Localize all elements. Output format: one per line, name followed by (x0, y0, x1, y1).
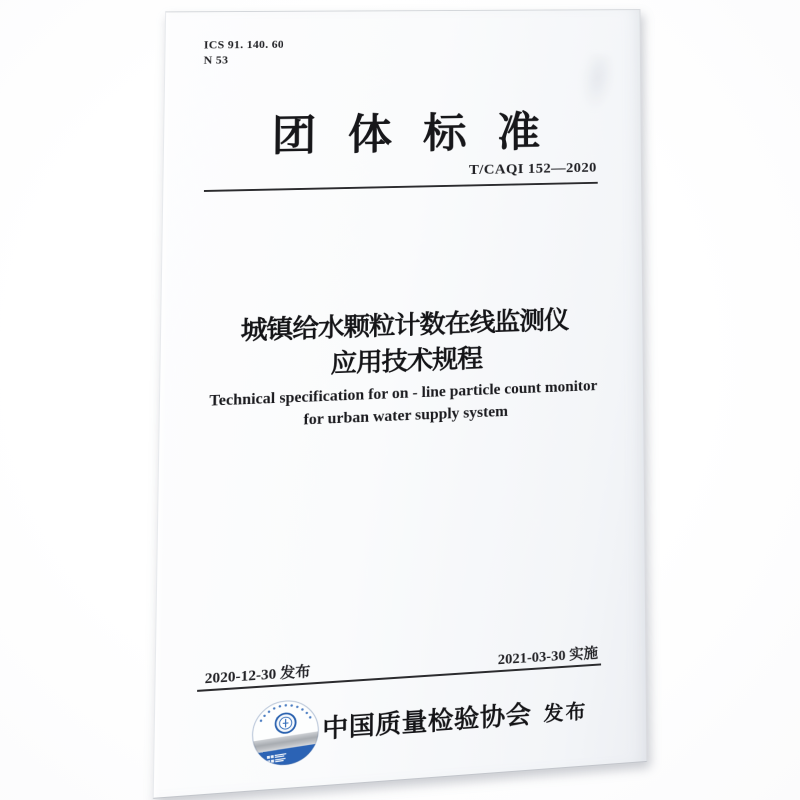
ics-classification (204, 37, 285, 68)
standard-cover (153, 9, 648, 799)
implement-date-value: 2021-03-30 (497, 648, 566, 669)
publisher-action-label: 发布 (543, 700, 588, 726)
publisher-name: 中国质量检验协会 (322, 701, 532, 744)
ics-code: ICS 91. 140. 60 (203, 39, 285, 52)
ics-class-code: N 53 (203, 54, 229, 67)
title-chinese-line1: 城镇给水颗粒计数在线监测仪 (240, 305, 569, 346)
issue-date-label: 发布 (280, 664, 311, 683)
standard-type-title: 团体标准 (271, 108, 571, 160)
implement-date-label: 实施 (569, 645, 599, 664)
issue-date-value: 2020-12-30 (204, 666, 277, 688)
publisher-line (322, 691, 587, 745)
publisher-seal-icon (251, 698, 319, 768)
standard-code: T/CAQI 152—2020 (468, 160, 597, 178)
title-english-line1: Technical specification for on - line particle count monitor (209, 377, 598, 410)
header-rule (204, 182, 598, 192)
title-chinese-line2: 应用技术规程 (330, 343, 483, 379)
title-english-line2: for urban water supply system (303, 403, 508, 429)
